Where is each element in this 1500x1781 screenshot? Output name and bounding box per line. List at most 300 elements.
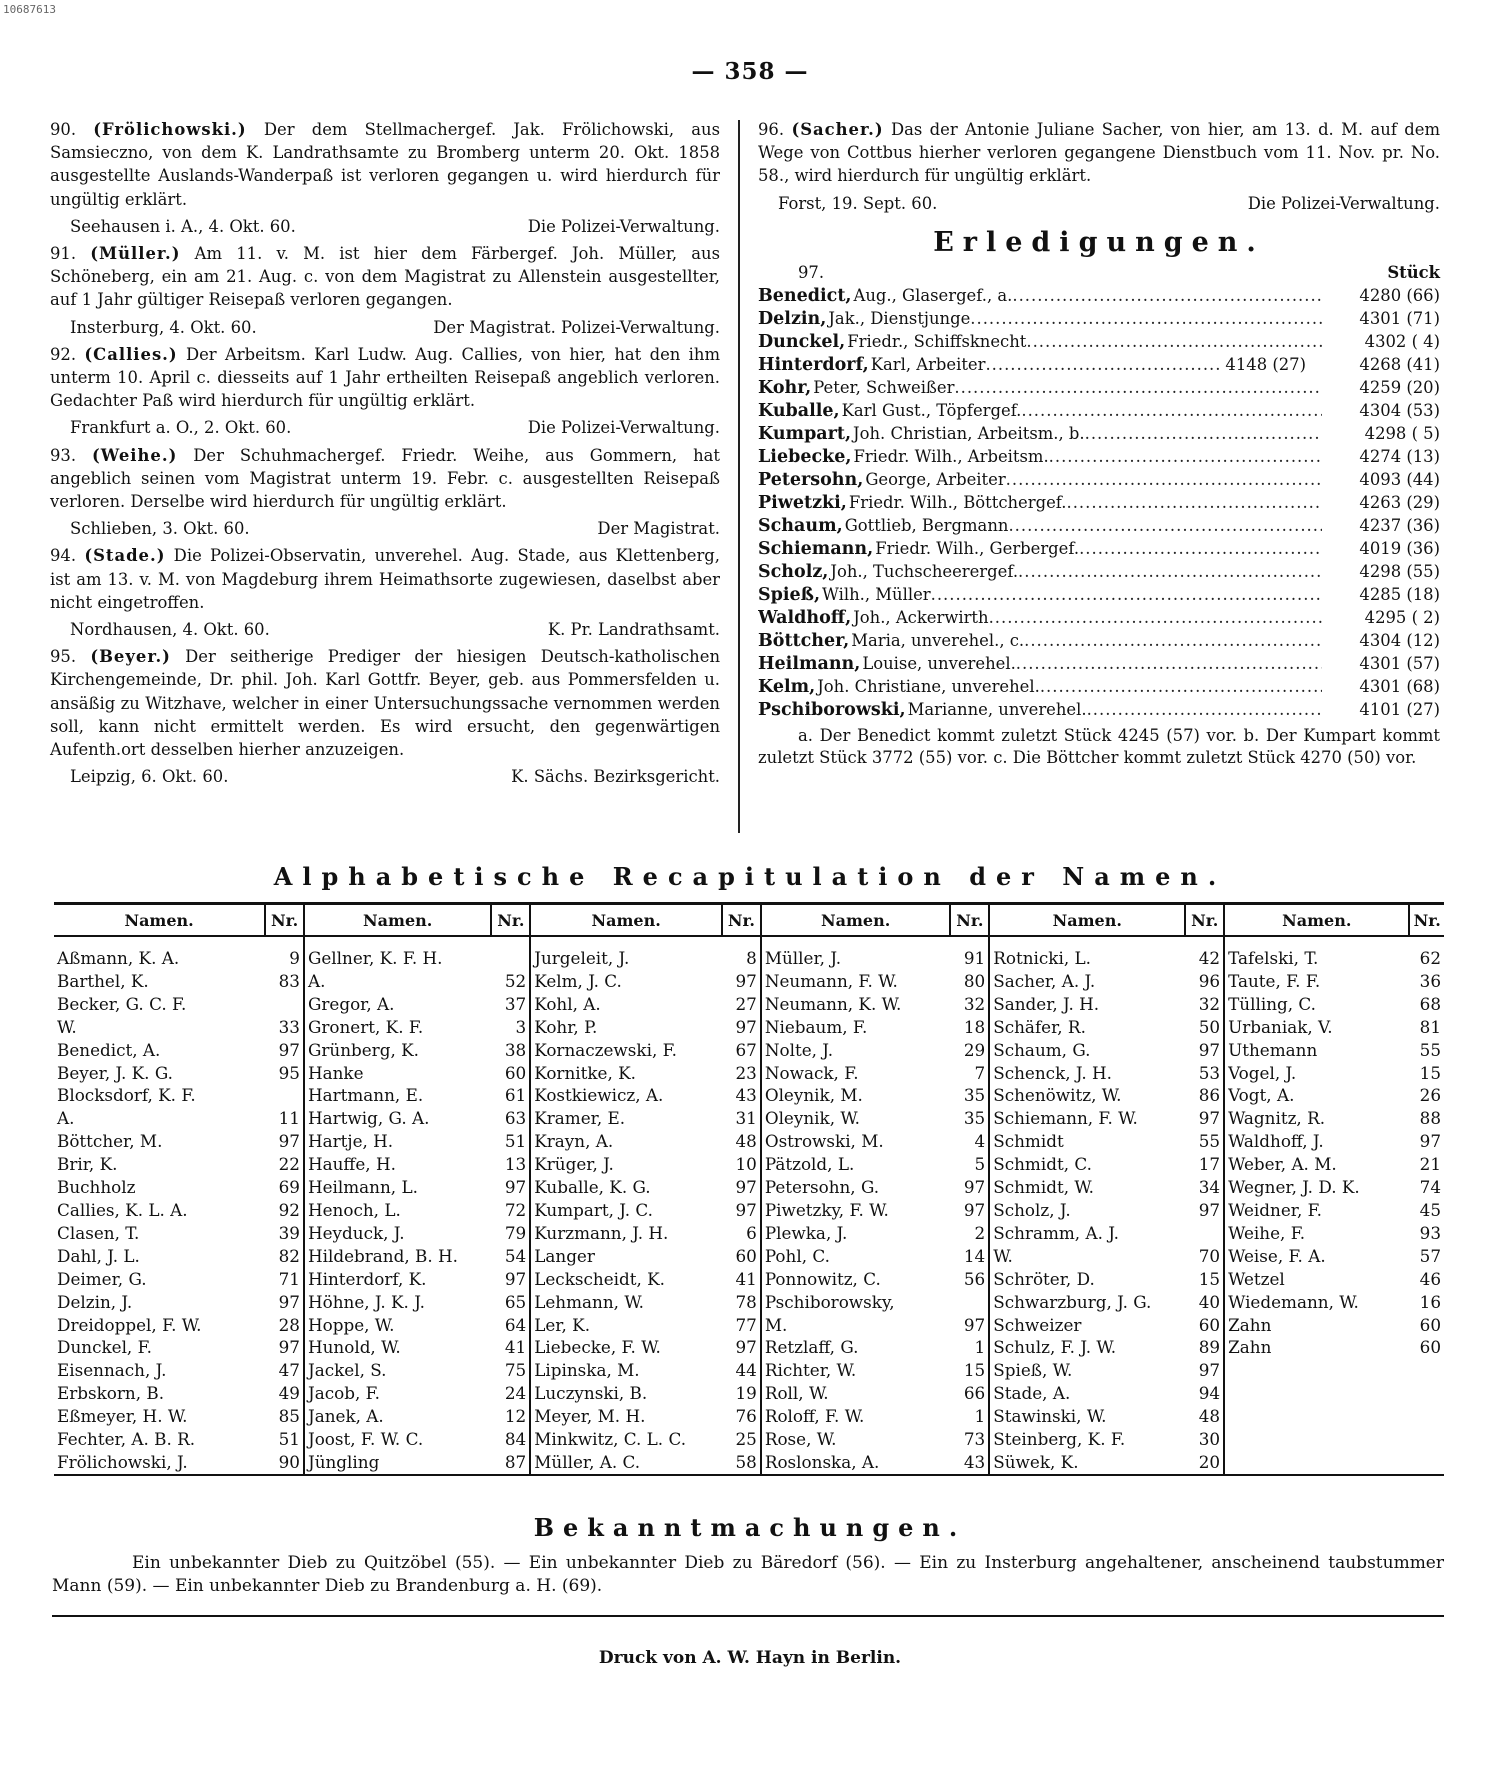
table-cell-number: 33 xyxy=(265,1016,304,1039)
person-name: Piwetzki, xyxy=(758,492,847,513)
table-cell-number xyxy=(1409,1359,1444,1382)
stueck-reference: 4304 (12) xyxy=(1359,630,1440,650)
table-cell-number: 41 xyxy=(722,1268,761,1291)
table-cell-number: 38 xyxy=(491,1039,530,1062)
entry-number: 90. xyxy=(50,120,77,139)
table-cell-name: Fechter, A. B. R. xyxy=(57,1429,196,1450)
stueck-reference: 4274 (13) xyxy=(1359,446,1440,466)
table-cell-name: M. xyxy=(764,1314,788,1335)
table-cell-name: Vogt, A. xyxy=(1228,1085,1295,1106)
person-details: George, Arbeiter xyxy=(865,469,1006,489)
table-cell-number: 72 xyxy=(491,1199,530,1222)
table-cell-name: Schwarzburg, J. G. xyxy=(993,1291,1152,1312)
table-cell-number: 8 xyxy=(722,936,761,970)
dot-leader xyxy=(1018,560,1322,583)
table-cell-name: Becker, G. C. F. xyxy=(57,993,187,1014)
table-cell-name: Luczynski, B. xyxy=(534,1383,648,1404)
person-name: Scholz, xyxy=(758,561,829,582)
table-cell-number: 97 xyxy=(722,1199,761,1222)
table-cell-name: Wiedemann, W. xyxy=(1228,1291,1359,1312)
table-cell-number: 97 xyxy=(950,1314,989,1337)
table-cell-number: 97 xyxy=(722,1336,761,1359)
entry-number: 95. xyxy=(50,647,77,667)
table-cell-name: Brir, K. xyxy=(57,1154,118,1175)
table-cell-name: Weise, F. A. xyxy=(1228,1245,1326,1266)
table-cell-name: Müller, J. xyxy=(764,948,842,968)
table-cell-name: Süwek, K. xyxy=(989,1451,1185,1475)
table-cell-number: 65 xyxy=(491,1291,530,1314)
erledigungen-list xyxy=(758,284,1440,721)
table-cell-name: Tülling, C. xyxy=(1228,993,1317,1014)
table-cell-name: Jackel, S. xyxy=(307,1360,387,1381)
stueck-reference: 4019 (36) xyxy=(1359,538,1440,558)
table-cell-name: Müller, A. C. xyxy=(530,1451,722,1475)
person-details: Aug., Glasergef., a. xyxy=(853,285,1013,305)
table-cell-name: Weber, A. M. xyxy=(1228,1154,1337,1175)
table-row xyxy=(54,1176,1444,1199)
table-cell-name: Kuballe, K. G. xyxy=(534,1177,651,1198)
person-details: Karl Gust., Töpfergef. xyxy=(841,400,1022,420)
table-row xyxy=(54,993,1444,1016)
table-cell-name: Heilmann, L. xyxy=(307,1177,418,1198)
person-name: Kohr, xyxy=(758,377,812,398)
table-cell-name: Langer xyxy=(534,1245,595,1266)
entry-place-date: Nordhausen, 4. Okt. 60. xyxy=(70,620,270,640)
table-cell-name: Pschiborowsky, xyxy=(764,1291,895,1312)
table-cell-name: Frölichowski, J. xyxy=(54,1451,265,1475)
table-cell-number: 62 xyxy=(1419,948,1441,968)
table-cell-name: Vogel, J. xyxy=(1228,1062,1297,1083)
table-cell-number xyxy=(265,1084,304,1107)
table-cell-name: Weihe, F. xyxy=(1228,1222,1306,1243)
table-cell-name: Roll, W. xyxy=(764,1383,829,1404)
entry-authority: Die Polizei-Verwaltung. xyxy=(1247,193,1440,213)
table-cell-number xyxy=(491,936,530,970)
table-cell-name: Aßmann, K. A. xyxy=(57,948,180,968)
entry-place-date: Frankfurt a. O., 2. Okt. 60. xyxy=(70,418,292,438)
person-details: Maria, unverehel., c. xyxy=(851,630,1025,650)
table-cell-number: 97 xyxy=(1185,1107,1224,1130)
table-cell-number: 97 xyxy=(950,1199,989,1222)
table-cell-name: A. xyxy=(57,1108,75,1129)
table-cell-number: 1 xyxy=(950,1336,989,1359)
person-name: Böttcher, xyxy=(758,630,850,651)
table-cell-number: 30 xyxy=(1185,1428,1224,1451)
page-number: — 358 — xyxy=(691,58,809,85)
table-cell-number: 3 xyxy=(491,1016,530,1039)
table-cell-name: Benedict, A. xyxy=(57,1039,161,1060)
entry-signature xyxy=(50,215,720,238)
column-header-names: Namen. xyxy=(989,904,1185,937)
table-cell-number: 17 xyxy=(1185,1153,1224,1176)
table-cell-name: Clasen, T. xyxy=(57,1222,140,1243)
table-cell-number: 97 xyxy=(265,1039,304,1062)
person-name: Delzin, xyxy=(758,308,827,329)
table-cell-number: 97 xyxy=(722,1016,761,1039)
table-cell-name: Wegner, J. D. K. xyxy=(1228,1177,1360,1198)
table-cell-name: Petersohn, G. xyxy=(764,1177,880,1198)
table-cell-name: Sander, J. H. xyxy=(993,993,1100,1014)
table-cell-number xyxy=(1409,1451,1444,1475)
table-row xyxy=(54,1062,1444,1085)
entry-text: Die Polizei-Observatin, unverehel. Aug. Stade, aus Klettenberg, ist am 13. v. M. von Magdeburg ihrem Heimathsorte zugewiesen, daselbst aber nicht eingetroffen. xyxy=(50,546,720,612)
table-cell-number: 81 xyxy=(1419,1016,1441,1037)
table-cell-number: 19 xyxy=(722,1382,761,1405)
person-details: Jak., Dienstjunge xyxy=(828,308,971,328)
entry-signature xyxy=(50,316,720,339)
table-cell-number: 60 xyxy=(1419,1314,1441,1335)
table-cell-number xyxy=(1409,1382,1444,1405)
table-row xyxy=(54,1130,1444,1153)
table-cell-name xyxy=(1224,1428,1409,1451)
table-cell-name: Stawinski, W. xyxy=(993,1406,1107,1427)
table-cell-name: Spieß, W. xyxy=(993,1360,1073,1381)
table-cell-number: 35 xyxy=(950,1107,989,1130)
person-name: Heilmann, xyxy=(758,653,861,674)
table-cell-number: 97 xyxy=(265,1336,304,1359)
table-cell-name: Liebecke, F. W. xyxy=(534,1337,661,1358)
entry-signature xyxy=(50,618,720,641)
dot-leader xyxy=(970,307,1322,330)
table-cell-name: Kohl, A. xyxy=(534,993,601,1014)
table-cell-number: 73 xyxy=(950,1428,989,1451)
table-cell-number: 46 xyxy=(1419,1268,1441,1289)
names-recap-table xyxy=(54,902,1444,1476)
person-details: Friedr. Wilh., Böttchergef. xyxy=(848,492,1067,512)
table-cell-name: Schweizer xyxy=(993,1314,1082,1335)
dot-leader xyxy=(1079,537,1322,560)
erledigungen-number: 97. xyxy=(798,262,825,282)
table-cell-number: 56 xyxy=(950,1268,989,1291)
table-cell-name: Krayn, A. xyxy=(534,1131,614,1152)
table-cell-name: W. xyxy=(57,1016,77,1037)
table-cell-name: Delzin, J. xyxy=(57,1291,133,1312)
table-cell-number: 4 xyxy=(950,1130,989,1153)
list-item xyxy=(758,445,1440,468)
table-cell-name: Schmidt xyxy=(993,1131,1064,1152)
table-cell-name: Rotnicki, L. xyxy=(993,948,1091,968)
stueck-reference: 4237 (36) xyxy=(1359,515,1440,535)
list-item xyxy=(758,307,1440,330)
table-cell-number: 95 xyxy=(265,1062,304,1085)
table-cell-name: Hartmann, E. xyxy=(307,1085,424,1106)
person-details: Friedr., Schiffsknecht xyxy=(847,331,1027,351)
table-cell-number: 52 xyxy=(491,970,530,993)
list-item xyxy=(758,422,1440,445)
dot-leader xyxy=(1006,468,1322,491)
entry-signature xyxy=(50,765,720,788)
notice-entry xyxy=(758,118,1440,188)
table-cell-number: 97 xyxy=(491,1176,530,1199)
person-details: Marianne, unverehel. xyxy=(907,699,1087,719)
person-name: Spieß, xyxy=(758,584,821,605)
table-cell-name: Joost, F. W. C. xyxy=(307,1429,424,1450)
list-item xyxy=(758,583,1440,606)
table-cell-name: Kostkiewicz, A. xyxy=(534,1085,664,1106)
table-cell-number: 87 xyxy=(491,1451,530,1475)
entry-signature xyxy=(50,517,720,540)
entry-number: 94. xyxy=(50,546,77,566)
stueck-reference: 4301 (71) xyxy=(1359,308,1440,328)
table-cell-name xyxy=(1224,1382,1409,1405)
table-row xyxy=(54,1359,1444,1382)
table-row xyxy=(54,1107,1444,1130)
entry-authority: K. Pr. Landrathsamt. xyxy=(547,620,720,640)
table-cell-name: Kumpart, J. C. xyxy=(534,1199,653,1220)
table-cell-number: 85 xyxy=(265,1405,304,1428)
table-cell-number: 43 xyxy=(950,1451,989,1475)
stueck-reference: 4302 ( 4) xyxy=(1364,331,1440,351)
entry-authority: Die Polizei-Verwaltung. xyxy=(527,216,720,236)
table-cell-name: Henoch, L. xyxy=(307,1199,401,1220)
table-cell-number: 9 xyxy=(265,936,304,970)
table-cell-name: Steinberg, K. F. xyxy=(993,1429,1126,1450)
dot-leader xyxy=(985,353,1221,376)
table-row xyxy=(54,1428,1444,1451)
table-cell-name: Lipinska, M. xyxy=(534,1360,640,1381)
table-cell-name: Schmidt, W. xyxy=(993,1177,1095,1198)
table-cell-number: 57 xyxy=(1419,1245,1441,1266)
person-name: Kuballe, xyxy=(758,400,840,421)
entry-place-date: Seehausen i. A., 4. Okt. 60. xyxy=(70,216,296,236)
table-cell-name: Wagnitz, R. xyxy=(1228,1108,1326,1129)
table-cell-number: 23 xyxy=(722,1062,761,1085)
entry-signature xyxy=(50,416,720,439)
table-cell-name: Scholz, J. xyxy=(993,1199,1071,1220)
table-cell-number: 45 xyxy=(1419,1199,1441,1220)
entry-authority: Der Magistrat. xyxy=(597,519,720,539)
table-cell-number: 58 xyxy=(722,1451,761,1475)
horizontal-rule xyxy=(52,1615,1444,1617)
person-name: Liebecke, xyxy=(758,446,852,467)
erledigungen-header xyxy=(758,262,1440,284)
table-cell-name: Uthemann xyxy=(1228,1039,1318,1060)
column-header-nr: Nr. xyxy=(950,904,989,937)
table-cell-name: Richter, W. xyxy=(764,1360,857,1381)
table-cell-name: Pätzold, L. xyxy=(764,1154,855,1175)
table-cell-name: Leckscheidt, K. xyxy=(534,1268,666,1289)
table-cell-number: 55 xyxy=(1185,1130,1224,1153)
entry-text: Am 11. v. M. ist hier dem Färbergef. Joh. Müller, aus Schöneberg, ein am 21. Aug. c. von dem Magistrat zu Allenstein ausgestellter, auf 1 Jahr gültiger Reisepaß verloren gegangen. xyxy=(50,244,720,310)
table-cell-number: 29 xyxy=(950,1039,989,1062)
table-cell-name: Eßmeyer, H. W. xyxy=(57,1406,188,1427)
table-cell-number: 53 xyxy=(1185,1062,1224,1085)
table-cell-number: 84 xyxy=(491,1428,530,1451)
table-cell-name: Blocksdorf, K. F. xyxy=(57,1085,196,1106)
stueck-reference: 4304 (53) xyxy=(1359,400,1440,420)
stueck-reference: 4301 (57) xyxy=(1359,653,1440,673)
table-cell-number: 64 xyxy=(491,1314,530,1337)
entry-name: (Callies.) xyxy=(84,344,178,364)
table-cell-name: Höhne, J. K. J. xyxy=(307,1291,425,1312)
table-cell-number: 51 xyxy=(491,1130,530,1153)
person-name: Benedict, xyxy=(758,285,852,306)
table-row xyxy=(54,1153,1444,1176)
person-name: Waldhoff, xyxy=(758,607,852,628)
entry-place-date: Schlieben, 3. Okt. 60. xyxy=(70,519,250,539)
table-cell-name: Oleynik, W. xyxy=(764,1108,861,1129)
notice-entry xyxy=(50,444,720,514)
table-cell-name: Kornitke, K. xyxy=(534,1062,637,1083)
erledigungen-footnote: a. Der Benedict kommt zuletzt Stück 4245 (57) vor. b. Der Kumpart kommt zuletzt Stück 3772 (55) vor. c. Die Böttcher kommt zuletzt Stück 4270 (50) vor. xyxy=(758,725,1440,767)
table-cell-number: 32 xyxy=(950,993,989,1016)
table-cell-number: 89 xyxy=(1185,1336,1224,1359)
list-item xyxy=(758,675,1440,698)
entry-authority: K. Sächs. Bezirksgericht. xyxy=(511,767,720,787)
table-cell-number: 93 xyxy=(1419,1222,1441,1243)
person-name: Hinterdorf, xyxy=(758,354,869,375)
table-cell-name: Dreidoppel, F. W. xyxy=(57,1314,202,1335)
table-cell-number xyxy=(1185,1222,1224,1245)
person-details: Joh., Ackerwirth xyxy=(853,607,989,627)
table-cell-name: Schiemann, F. W. xyxy=(993,1108,1138,1129)
table-cell-number: 74 xyxy=(1419,1177,1441,1198)
person-details: Wilh., Müller xyxy=(822,584,931,604)
stueck-label: Stück xyxy=(1387,262,1440,282)
table-cell-name: Barthel, K. xyxy=(57,970,149,991)
entry-text: Der seitherige Prediger der hiesigen Deutsch-katholischen Kirchengemeinde, Dr. phil. Joh. Karl Gottfr. Beyer, geb. aus Pommersfelden u. ansäßig zu Witzhave, welcher in einer Untersuchungssache vernommen werden soll, kann nicht ermittelt werden. Es wird ersucht, den gegenwärtigen Aufenth.ort desselben hierher anzuzeigen. xyxy=(50,647,720,760)
table-cell-number: 51 xyxy=(265,1428,304,1451)
column-header-nr: Nr. xyxy=(491,904,530,937)
table-cell-number: 97 xyxy=(1185,1039,1224,1062)
table-cell-name: Schenöwitz, W. xyxy=(993,1085,1122,1106)
table-cell-name: Plewka, J. xyxy=(764,1222,848,1243)
table-cell-name: Meyer, M. H. xyxy=(534,1406,646,1427)
table-cell-name: Heyduck, J. xyxy=(307,1222,405,1243)
list-item xyxy=(758,698,1440,721)
table-cell-number: 66 xyxy=(950,1382,989,1405)
table-cell-number xyxy=(1409,1405,1444,1428)
list-item xyxy=(758,606,1440,629)
dot-leader xyxy=(954,376,1322,399)
table-cell-number: 69 xyxy=(265,1176,304,1199)
person-name: Kumpart, xyxy=(758,423,852,444)
list-item xyxy=(758,491,1440,514)
table-cell-number: 48 xyxy=(1185,1405,1224,1428)
table-cell-number: 13 xyxy=(491,1153,530,1176)
table-cell-name: Neumann, K. W. xyxy=(764,993,902,1014)
table-cell-name: Retzlaff, G. xyxy=(764,1337,859,1358)
dot-leader xyxy=(1066,491,1322,514)
table-cell-name: Nolte, J. xyxy=(764,1039,834,1060)
dot-leader xyxy=(1021,399,1322,422)
entry-text: Das der Antonie Juliane Sacher, von hier, am 13. d. M. auf dem Wege von Cottbus hierher verloren gegangene Dienstbuch vom 11. Nov. pr. No. 58., wird hierdurch für ungültig erklärt. xyxy=(758,120,1440,186)
dot-leader xyxy=(1040,675,1322,698)
table-cell-name: A. xyxy=(307,970,326,991)
dot-leader xyxy=(1008,514,1322,537)
table-cell-number: 10 xyxy=(722,1153,761,1176)
column-header-nr: Nr. xyxy=(722,904,761,937)
notice-entry xyxy=(50,544,720,614)
table-cell-number: 28 xyxy=(265,1314,304,1337)
table-cell-name: Kramer, E. xyxy=(534,1108,626,1129)
entry-name: (Weihe.) xyxy=(92,445,178,465)
stueck-reference: 4280 (66) xyxy=(1359,285,1440,305)
table-cell-number: 43 xyxy=(722,1084,761,1107)
stueck-reference: 4101 (27) xyxy=(1359,699,1440,719)
table-row xyxy=(54,1291,1444,1314)
table-cell-name: Gregor, A. xyxy=(307,993,395,1014)
table-cell-number: 48 xyxy=(722,1130,761,1153)
column-header-nr: Nr. xyxy=(1185,904,1224,937)
table-cell-name: Jacob, F. xyxy=(307,1383,380,1404)
table-cell-number: 97 xyxy=(1185,1199,1224,1222)
dot-leader xyxy=(1049,445,1322,468)
table-cell-name: Jurgeleit, J. xyxy=(534,948,630,968)
table-cell-number: 76 xyxy=(722,1405,761,1428)
person-name: Petersohn, xyxy=(758,469,864,490)
table-cell-name: Hartwig, G. A. xyxy=(307,1108,430,1129)
table-row xyxy=(54,1039,1444,1062)
table-cell-name: Zahn xyxy=(1228,1314,1272,1335)
table-cell-number: 60 xyxy=(491,1062,530,1085)
list-item xyxy=(758,514,1440,537)
right-column xyxy=(758,118,1440,769)
table-cell-number: 70 xyxy=(1185,1245,1224,1268)
entry-name: (Müller.) xyxy=(90,244,181,264)
notice-entry xyxy=(50,343,720,413)
table-cell-number: 27 xyxy=(722,993,761,1016)
table-cell-name xyxy=(1224,1359,1409,1382)
stueck-reference: 4268 (41) xyxy=(1359,354,1440,374)
table-row xyxy=(54,1336,1444,1359)
entry-96 xyxy=(758,118,1440,215)
table-cell-number: 90 xyxy=(265,1451,304,1475)
table-cell-name: Kelm, J. C. xyxy=(534,970,622,991)
table-cell-number: 15 xyxy=(1419,1062,1441,1083)
table-cell-number: 82 xyxy=(265,1245,304,1268)
table-cell-name: Roloff, F. W. xyxy=(764,1406,865,1427)
stueck-reference: 4301 (68) xyxy=(1359,676,1440,696)
entry-number: 91. xyxy=(50,244,77,264)
table-cell-number: 21 xyxy=(1419,1154,1441,1175)
table-cell-number: 7 xyxy=(950,1062,989,1085)
table-cell-name xyxy=(1224,1451,1409,1475)
table-cell-name: Taute, F. F. xyxy=(1228,970,1321,991)
entry-text: Der dem Stellmachergef. Jak. Frölichowski, aus Samsieczno, von dem K. Landrathsamte zu Bromberg unterm 20. Okt. 1858 ausgestellte Auslands-Wanderpaß ist verloren gegangen u. wird hierdurch für ungültig erklärt. xyxy=(50,120,720,209)
column-header-names: Namen. xyxy=(1224,904,1409,937)
entry-name: (Frölichowski.) xyxy=(93,120,247,139)
table-cell-name: Schulz, F. J. W. xyxy=(993,1337,1117,1358)
column-header-nr: Nr. xyxy=(265,904,304,937)
table-row xyxy=(54,1451,1444,1475)
dot-leader xyxy=(1012,284,1322,307)
table-cell-name: Pohl, C. xyxy=(764,1245,830,1266)
table-cell-number: 15 xyxy=(1185,1268,1224,1291)
column-header-names: Namen. xyxy=(54,904,265,937)
table-cell-number: 40 xyxy=(1185,1291,1224,1314)
table-cell-name: Nowack, F. xyxy=(764,1062,859,1083)
table-row xyxy=(54,1222,1444,1245)
table-cell-number: 94 xyxy=(1185,1382,1224,1405)
list-item xyxy=(758,353,1440,376)
table-cell-number: 35 xyxy=(950,1084,989,1107)
table-cell-name: Deimer, G. xyxy=(57,1268,147,1289)
table-cell-number: 50 xyxy=(1185,1016,1224,1039)
table-cell-number: 55 xyxy=(1419,1039,1441,1060)
table-cell-number: 88 xyxy=(1419,1108,1441,1129)
table-cell-number: 22 xyxy=(265,1153,304,1176)
entry-number: 93. xyxy=(50,445,77,465)
table-cell-number: 83 xyxy=(265,970,304,993)
table-cell-name: Böttcher, M. xyxy=(57,1131,163,1152)
stueck-reference: 4295 ( 2) xyxy=(1364,607,1440,627)
table-cell-number: 97 xyxy=(950,1176,989,1199)
dot-leader xyxy=(989,606,1322,629)
entry-signature xyxy=(758,192,1440,215)
table-cell-number: 6 xyxy=(722,1222,761,1245)
table-cell-name: Ponnowitz, C. xyxy=(764,1268,881,1289)
